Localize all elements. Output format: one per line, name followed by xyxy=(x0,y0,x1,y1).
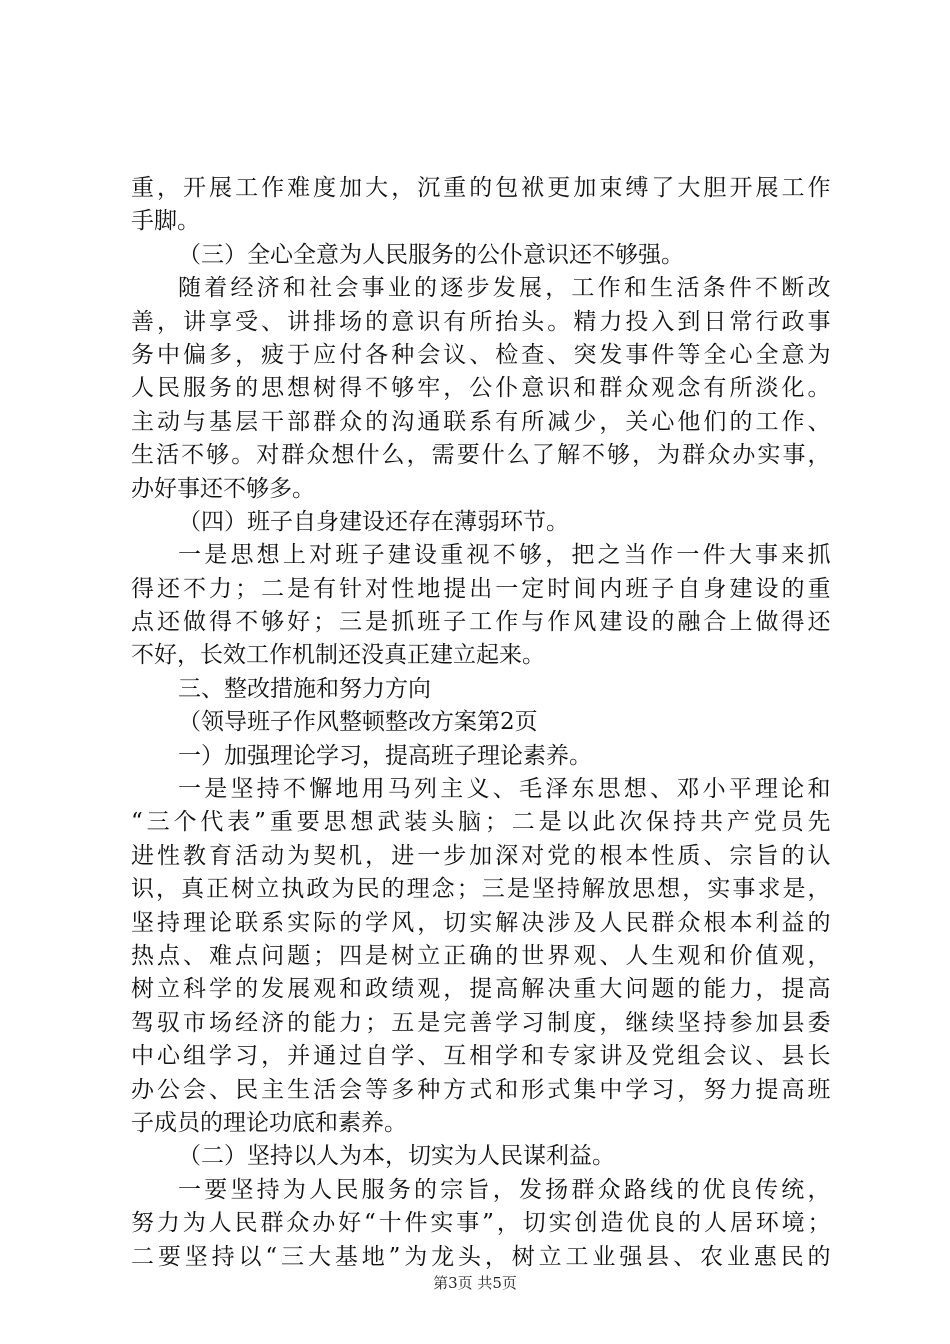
text-line: 热点、难点问题；四是树立正确的世界观、人生观和价值观， xyxy=(131,942,831,969)
text-line: 一）加强理论学习，提高班子理论素养。 xyxy=(178,742,592,769)
text-line: 努力为人民群众办好“十件实事”，切实创造优良的人居环境； xyxy=(131,1210,831,1237)
text-line: 驾驭市场经济的能力；五是完善学习制度，继续坚持参加县委 xyxy=(131,1009,831,1036)
text-line: “三个代表”重要思想武装头脑；二是以此次保持共产党员先 xyxy=(131,809,831,836)
text-line: 中心组学习，并通过自学、互相学和专家讲及党组会议、县长 xyxy=(131,1043,831,1070)
text-line: 务中偏多，疲于应付各种会议、检查、突发事件等全心全意为 xyxy=(131,341,831,368)
text-line: 坚持理论联系实际的学风，切实解决涉及人民群众根本利益的 xyxy=(131,909,831,936)
text-line: 一是思想上对班子建设重视不够，把之当作一件大事来抓 xyxy=(178,542,831,569)
text-line: 随着经济和社会事业的逐步发展，工作和生活条件不断改 xyxy=(178,275,831,302)
text-line: 手脚。 xyxy=(131,208,200,235)
text-line: 二要坚持以“三大基地”为龙头，树立工业强县、农业惠民的 xyxy=(131,1243,831,1270)
page-footer: 第3页 共5页 xyxy=(433,1274,517,1292)
text-line: 识，真正树立执政为民的理念；三是坚持解放思想，实事求是， xyxy=(131,876,831,903)
text-line: 三、整改措施和努力方向 xyxy=(178,675,431,702)
text-line: 重，开展工作难度加大，沉重的包袱更加束缚了大胆开展工作 xyxy=(131,175,831,201)
text-line: 办好事还不够多。 xyxy=(131,475,315,502)
text-line: 点还做得不够好；三是抓班子工作与作风建设的融合上做得还 xyxy=(131,609,831,636)
text-line: 善，讲享受、讲排场的意识有所抬头。精力投入到日常行政事 xyxy=(131,308,831,335)
text-line: 一是坚持不懈地用马列主义、毛泽东思想、邓小平理论和 xyxy=(178,776,831,803)
document-body xyxy=(131,172,831,1274)
text-line: 办公会、民主生活会等多种方式和形式集中学习，努力提高班 xyxy=(131,1076,831,1103)
text-line: 人民服务的思想树得不够牢，公仆意识和群众观念有所淡化。 xyxy=(131,375,831,402)
text-line: （二）坚持以人为本，切实为人民谋利益。 xyxy=(178,1143,615,1170)
text-line: 主动与基层干部群众的沟通联系有所减少，关心他们的工作、 xyxy=(131,408,831,435)
text-line: 生活不够。对群众想什么，需要什么了解不够，为群众办实事， xyxy=(131,442,831,469)
text-line: 进性教育活动为契机，进一步加深对党的根本性质、宗旨的认 xyxy=(131,842,831,869)
text-line: 树立科学的发展观和政绩观，提高解决重大问题的能力，提高 xyxy=(131,976,831,1003)
text-line: （三）全心全意为人民服务的公仆意识还不够强。 xyxy=(178,241,684,268)
text-line: 一要坚持为人民服务的宗旨，发扬群众路线的优良传统， xyxy=(178,1176,831,1203)
text-line: （领导班子作风整顿整改方案第2页 xyxy=(178,709,538,736)
text-line: 子成员的理论功底和素养。 xyxy=(131,1109,407,1136)
text-line: 不好，长效工作机制还没真正建立起来。 xyxy=(131,642,545,669)
text-line: （四）班子自身建设还存在薄弱环节。 xyxy=(178,508,569,535)
text-line: 得还不力；二是有针对性地提出一定时间内班子自身建设的重 xyxy=(131,575,831,602)
